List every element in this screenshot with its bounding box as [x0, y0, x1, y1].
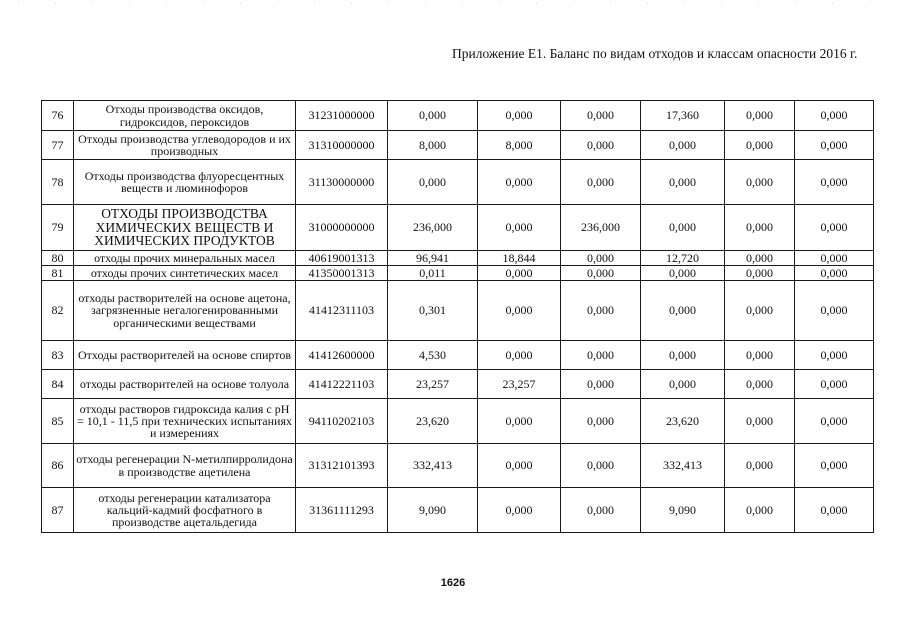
value-cell: 0,011 — [388, 266, 478, 281]
waste-code: 31361111293 — [296, 488, 388, 533]
value-cell: 0,000 — [795, 281, 874, 341]
waste-name: ОТХОДЫ ПРОИЗВОДСТВА ХИМИЧЕСКИХ ВЕЩЕСТВ И ХИМИЧЕСКИХ ПРОДУКТОВ — [74, 205, 296, 251]
value-cell: 0,000 — [478, 281, 561, 341]
value-cell: 0,000 — [641, 341, 725, 370]
waste-name: отходы растворителей на основе толуола — [74, 370, 296, 399]
waste-code: 31312101393 — [296, 444, 388, 488]
value-cell: 0,000 — [478, 341, 561, 370]
value-cell: 23,257 — [478, 370, 561, 399]
row-number: 82 — [42, 281, 74, 341]
row-number: 76 — [42, 101, 74, 131]
value-cell: 0,000 — [795, 205, 874, 251]
scan-artifact-strip — [0, 0, 905, 8]
value-cell: 0,000 — [388, 160, 478, 205]
value-cell: 0,000 — [725, 266, 795, 281]
value-cell: 96,941 — [388, 251, 478, 266]
value-cell: 0,000 — [795, 131, 874, 160]
waste-code: 41412311103 — [296, 281, 388, 341]
row-number: 77 — [42, 131, 74, 160]
waste-name: Отходы производства флуоресцентных веществ и люминофоров — [74, 160, 296, 205]
value-cell: 12,720 — [641, 251, 725, 266]
value-cell: 0,000 — [725, 341, 795, 370]
value-cell: 236,000 — [561, 205, 641, 251]
page-number: 1626 — [440, 577, 466, 589]
row-number: 86 — [42, 444, 74, 488]
value-cell: 0,000 — [561, 399, 641, 444]
row-number: 83 — [42, 341, 74, 370]
waste-name: отходы прочих синтетических масел — [74, 266, 296, 281]
waste-name: отходы прочих минеральных масел — [74, 251, 296, 266]
value-cell: 0,000 — [725, 281, 795, 341]
value-cell: 4,530 — [388, 341, 478, 370]
waste-code: 40619001313 — [296, 251, 388, 266]
value-cell: 0,000 — [725, 131, 795, 160]
value-cell: 17,360 — [641, 101, 725, 131]
waste-code: 31231000000 — [296, 101, 388, 131]
row-number: 84 — [42, 370, 74, 399]
value-cell: 0,000 — [388, 101, 478, 131]
table-row — [42, 399, 874, 444]
value-cell: 9,090 — [641, 488, 725, 533]
value-cell: 0,000 — [725, 488, 795, 533]
value-cell: 0,000 — [478, 444, 561, 488]
table-row — [42, 101, 874, 131]
table-row — [42, 370, 874, 399]
waste-name: Отходы растворителей на основе спиртов — [74, 341, 296, 370]
table-row — [42, 131, 874, 160]
value-cell: 0,000 — [795, 488, 874, 533]
waste-name: отходы растворителей на основе ацетона, загрязненные негалогенированными органическими веществами — [74, 281, 296, 341]
table-row — [42, 266, 874, 281]
value-cell: 0,000 — [795, 341, 874, 370]
value-cell: 0,000 — [478, 266, 561, 281]
value-cell: 0,000 — [641, 205, 725, 251]
value-cell: 0,000 — [478, 205, 561, 251]
value-cell: 0,000 — [561, 488, 641, 533]
value-cell: 0,000 — [641, 131, 725, 160]
value-cell: 0,000 — [795, 251, 874, 266]
value-cell: 0,000 — [561, 101, 641, 131]
value-cell: 0,000 — [478, 160, 561, 205]
value-cell: 9,090 — [388, 488, 478, 533]
value-cell: 332,413 — [641, 444, 725, 488]
value-cell: 0,000 — [725, 444, 795, 488]
value-cell: 0,000 — [725, 370, 795, 399]
value-cell: 0,000 — [561, 160, 641, 205]
value-cell: 0,000 — [641, 160, 725, 205]
value-cell: 0,000 — [795, 101, 874, 131]
value-cell: 0,000 — [641, 370, 725, 399]
waste-code: 31310000000 — [296, 131, 388, 160]
row-number: 81 — [42, 266, 74, 281]
waste-name: Отходы производства углеводородов и их производных — [74, 131, 296, 160]
value-cell: 0,000 — [725, 160, 795, 205]
row-number: 80 — [42, 251, 74, 266]
value-cell: 0,000 — [725, 251, 795, 266]
value-cell: 0,000 — [641, 266, 725, 281]
value-cell: 0,000 — [725, 205, 795, 251]
value-cell: 0,000 — [795, 266, 874, 281]
waste-code: 41350001313 — [296, 266, 388, 281]
value-cell: 236,000 — [388, 205, 478, 251]
value-cell: 0,000 — [561, 444, 641, 488]
waste-code: 94110202103 — [296, 399, 388, 444]
row-number: 79 — [42, 205, 74, 251]
waste-name: отходы растворов гидроксида калия с pH = 10,1 - 11,5 при технических испытаниях и измерениях — [74, 399, 296, 444]
value-cell: 0,000 — [561, 370, 641, 399]
value-cell: 0,000 — [795, 399, 874, 444]
value-cell: 332,413 — [388, 444, 478, 488]
row-number: 85 — [42, 399, 74, 444]
value-cell: 0,000 — [795, 370, 874, 399]
value-cell: 23,620 — [388, 399, 478, 444]
value-cell: 8,000 — [478, 131, 561, 160]
waste-name: отходы регенерации катализатора кальций-кадмий фосфатного в производстве ацетальдегида — [74, 488, 296, 533]
value-cell: 0,000 — [561, 341, 641, 370]
value-cell: 8,000 — [388, 131, 478, 160]
value-cell: 18,844 — [478, 251, 561, 266]
row-number: 87 — [42, 488, 74, 533]
value-cell: 0,000 — [725, 101, 795, 131]
value-cell: 23,257 — [388, 370, 478, 399]
value-cell: 0,000 — [561, 131, 641, 160]
table-row — [42, 444, 874, 488]
waste-name: отходы регенерации N-метилпирролидона в производстве ацетилена — [74, 444, 296, 488]
value-cell: 0,301 — [388, 281, 478, 341]
table-row — [42, 488, 874, 533]
value-cell: 0,000 — [478, 488, 561, 533]
waste-name: Отходы производства оксидов, гидроксидов, пероксидов — [74, 101, 296, 131]
appendix-title: Приложение Е1. Баланс по видам отходов и классам опасности 2016 г. — [452, 46, 858, 61]
value-cell: 0,000 — [641, 281, 725, 341]
value-cell: 0,000 — [561, 266, 641, 281]
value-cell: 0,000 — [795, 444, 874, 488]
waste-code: 31000000000 — [296, 205, 388, 251]
waste-balance-table — [41, 100, 874, 533]
table-row — [42, 205, 874, 251]
value-cell: 0,000 — [561, 281, 641, 341]
value-cell: 0,000 — [795, 160, 874, 205]
value-cell: 0,000 — [725, 399, 795, 444]
row-number: 78 — [42, 160, 74, 205]
table-row — [42, 341, 874, 370]
value-cell: 23,620 — [641, 399, 725, 444]
table-row — [42, 281, 874, 341]
table-row — [42, 251, 874, 266]
waste-code: 41412221103 — [296, 370, 388, 399]
value-cell: 0,000 — [561, 251, 641, 266]
waste-code: 31130000000 — [296, 160, 388, 205]
value-cell: 0,000 — [478, 101, 561, 131]
table-row — [42, 160, 874, 205]
waste-code: 41412600000 — [296, 341, 388, 370]
value-cell: 0,000 — [478, 399, 561, 444]
